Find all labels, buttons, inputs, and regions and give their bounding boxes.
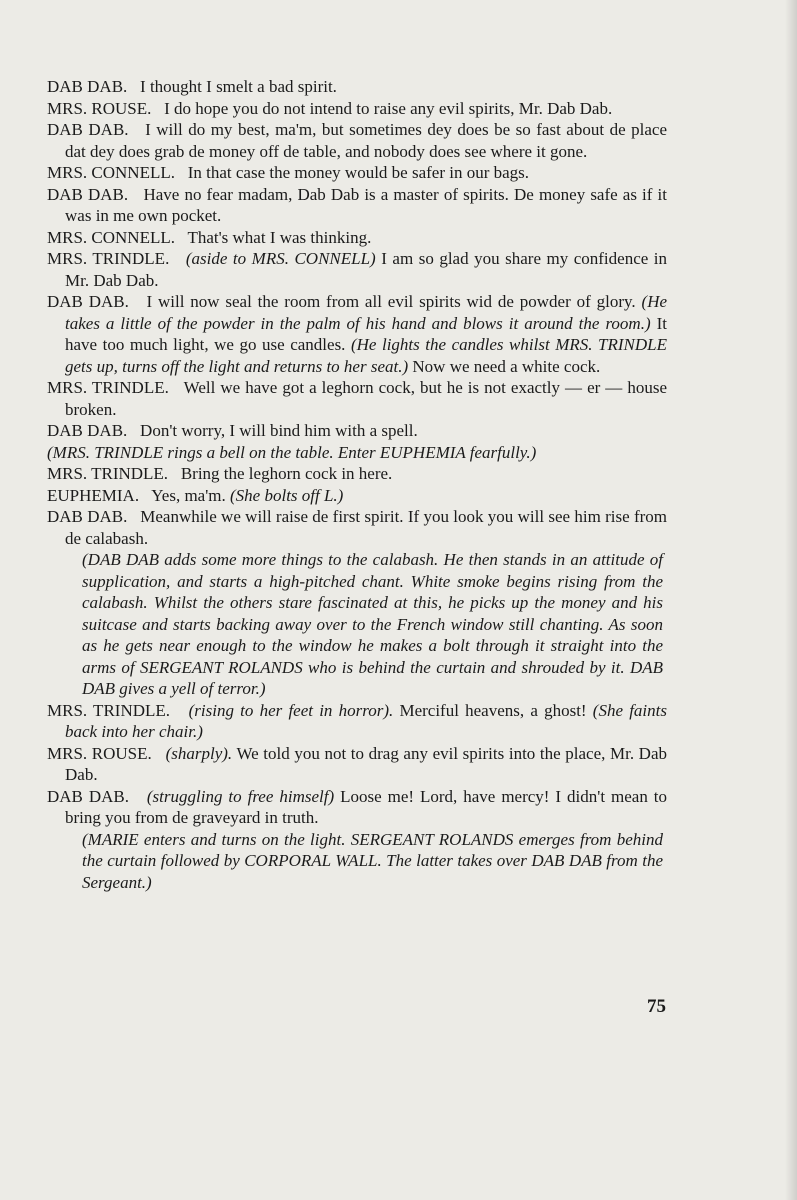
dialogue-text: I am so glad you share my confidence in Mr. Dab Dab.	[65, 249, 668, 290]
dialogue-text: Have no fear madam, Dab Dab is a master of spirits. De money safe as if it was in me own pocket.	[65, 184, 667, 225]
stage-direction: (rising to her feet in horror).	[188, 700, 394, 720]
speaker-name: MRS. TRINDLE.	[47, 700, 171, 720]
speaker-name: DAB DAB.	[47, 120, 129, 139]
dialogue-text: Merciful heavens, a ghost!	[399, 700, 587, 720]
stage-direction: (He takes a little of the powder in the palm of his hand and blows it around the room.)	[65, 292, 668, 333]
dialogue-line	[47, 463, 667, 485]
dialogue-line	[47, 786, 667, 829]
dialogue-line	[47, 98, 667, 120]
dialogue-line	[47, 700, 667, 743]
dialogue-text: Now we need a white cock.	[412, 356, 601, 376]
dialogue-text: Well we have got a leghorn cock, but he is not exactly — er — house broken.	[65, 378, 667, 419]
dialogue-text: I will do my best, ma'm, but sometimes dey does be so fast about de place dat dey does grab de money off de table, and nobody does see where it gone.	[65, 120, 667, 161]
dialogue-text: Bring the leghorn cock in here.	[180, 464, 393, 483]
dialogue-line	[47, 485, 667, 507]
dialogue-text: I will now seal the room from all evil spirits wid de powder of glory.	[146, 292, 636, 311]
dialogue-text: Don't worry, I will bind him with a spell.	[140, 421, 418, 440]
speaker-name: MRS. CONNELL.	[47, 227, 175, 247]
page-edge-shadow	[785, 0, 797, 1200]
speaker-name: DAB DAB.	[47, 184, 129, 204]
dialogue-line	[47, 227, 667, 249]
speaker-name: EUPHEMIA.	[47, 485, 140, 505]
stage-direction-block: (MARIE enters and turns on the light. SERGEANT ROLANDS emerges from behind the curtain followed by CORPORAL WALL. The latter takes over DAB DAB from the Sergeant.)	[82, 829, 663, 892]
dialogue-text: It have too much light, we go use candles.	[65, 313, 668, 354]
dialogue-text: I thought I smelt a bad spirit.	[140, 77, 337, 96]
script-text	[47, 76, 667, 893]
dialogue-line	[47, 506, 667, 549]
dialogue-line	[47, 291, 667, 377]
stage-direction: (She bolts off L.)	[230, 485, 344, 505]
dialogue-line	[47, 248, 667, 291]
speaker-name: MRS. CONNELL.	[47, 163, 175, 182]
dialogue-text: We told you not to drag any evil spirits into the place, Mr. Dab Dab.	[65, 743, 668, 784]
dialogue-text: Meanwhile we will raise de first spirit. If you look you will see him rise from de calabash.	[65, 507, 668, 548]
speaker-name: MRS. ROUSE.	[47, 743, 152, 763]
dialogue-text: Yes, ma'm.	[151, 485, 226, 505]
dialogue-line	[47, 377, 667, 420]
page-number: 75	[647, 996, 666, 1017]
dialogue-line	[47, 76, 667, 98]
dialogue-text: In that case the money would be safer in our bags.	[187, 163, 530, 182]
speaker-name: MRS. TRINDLE.	[47, 249, 170, 268]
stage-direction: (struggling to free himself)	[146, 786, 335, 806]
speaker-name: DAB DAB.	[47, 421, 128, 440]
stage-direction: (She faints back into her chair.)	[65, 700, 667, 741]
dialogue-text: I do hope you do not intend to raise any evil spirits, Mr. Dab Dab.	[164, 98, 613, 118]
stage-direction: (aside to MRS. CONNELL)	[185, 249, 376, 268]
dialogue-text: Loose me! Lord, have mercy! I didn't mean to bring you from de graveyard in truth.	[65, 786, 668, 827]
dialogue-line	[47, 162, 667, 184]
speaker-name: MRS. TRINDLE.	[47, 378, 169, 397]
speaker-name: MRS. ROUSE.	[47, 98, 152, 118]
dialogue-text: That's what I was thinking.	[187, 227, 372, 247]
stage-direction: (sharply).	[165, 743, 233, 763]
dialogue-line	[47, 420, 667, 442]
speaker-name: MRS. TRINDLE.	[47, 464, 169, 483]
stage-direction-block: (DAB DAB adds some more things to the calabash. He then stands in an attitude of supplication, and starts a high-pitched chant. White smoke begins rising from the calabash. Whilst the others stare fascinated at this, he picks up the money and his suitcase and starts backing away over to the French window still chanting. As soon as he gets near enough to the window he makes a bolt through it straight into the arms of SERGEANT ROLANDS who is behind the curtain and shrouded by it. DAB DAB gives a yell of terror.)	[82, 550, 663, 698]
stage-direction: (He lights the candles whilst MRS. TRINDLE gets up, turns off the light and returns to her seat.)	[65, 335, 667, 376]
speaker-name: DAB DAB.	[47, 77, 128, 96]
speaker-name: DAB DAB.	[47, 292, 129, 311]
dialogue-line	[47, 743, 667, 786]
dialogue-line	[47, 184, 667, 227]
dialogue-line	[47, 119, 667, 162]
speaker-name: DAB DAB.	[47, 786, 129, 806]
speaker-name: DAB DAB.	[47, 507, 128, 526]
stage-direction-line: (MRS. TRINDLE rings a bell on the table. Enter EUPHEMIA fearfully.)	[47, 442, 537, 462]
